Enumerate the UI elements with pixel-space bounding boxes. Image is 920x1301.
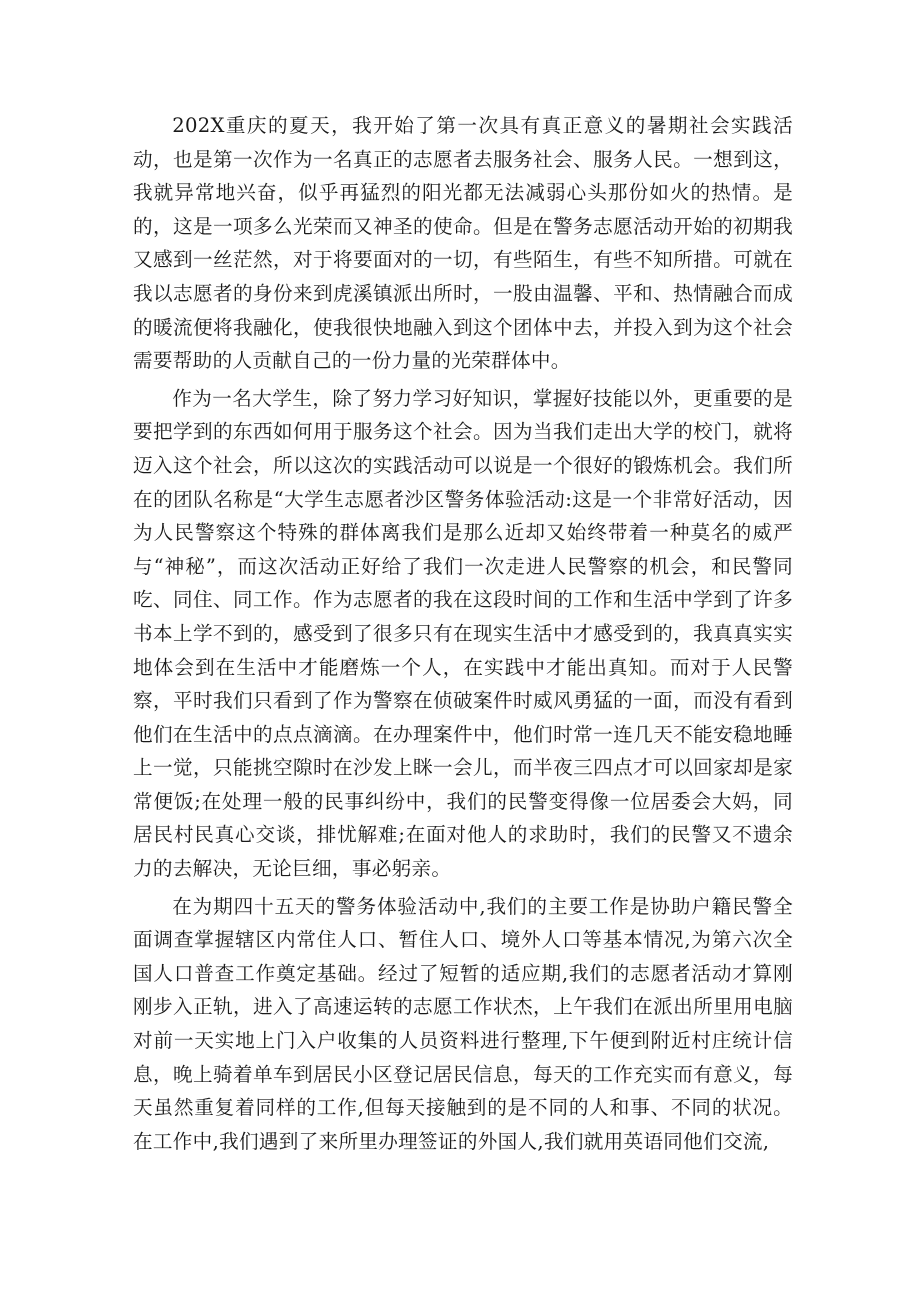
document-body [133, 109, 793, 1162]
paragraph-3: 在为期四十五天的警务体验活动中,我们的主要工作是协助户籍民警全面调查掌握辖区内常住人口、暂住人口、境外人口等基本情况,为第六次全国人口普查工作奠定基础。经过了短暂的适应期,我们的志愿者活动才算刚刚步入正轨，进入了高速运转的志愿工作状杰，上午我们在派出所里用电脑对前一天实地上门入户收集的人员资料进行整理,下午便到附近村庄统计信息，晚上骑着单车到居民小区登记居民信息，每天的工作充实而有意义，每天虽然重复着同样的工作,但每天接触到的是不同的人和事、不同的状况。在工作中,我们遇到了来所里办理签证的外国人,我们就用英语同他们交流, [133, 894, 793, 1153]
paragraph-1: 202X重庆的夏天，我开始了第一次具有真正意义的暑期社会实践活动，也是第一次作为一名真正的志愿者去服务社会、服务人民。一想到这，我就异常地兴奋，似乎再猛烈的阳光都无法减弱心头那份如火的热情。是的，这是一项多么光荣而又神圣的使命。但是在警务志愿活动开始的初期我又感到一丝茫然，对于将要面对的一切，有些陌生，有些不知所措。可就在我以志愿者的身份来到虎溪镇派出所时，一股由温馨、平和、热情融合而成的暖流便将我融化，使我很快地融入到这个团体中去，并投入到为这个社会需要帮助的人贡献自己的一份力量的光荣群体中。 [133, 114, 793, 373]
paragraph-2: 作为一名大学生，除了努力学习好知识，掌握好技能以外，更重要的是要把学到的东西如何用于服务这个社会。因为当我们走出大学的校门，就将迈入这个社会，所以这次的实践活动可以说是一个很好的锻炼机会。我们所在的团队名称是“大学生志愿者沙区警务体验活动:这是一个非常好活动，因为人民警察这个特殊的群体离我们是那么近却又始终带着一种莫名的威严与“神秘”，而这次活动正好给了我们一次走进人民警察的机会，和民警同吃、同住、同工作。作为志愿者的我在这段时间的工作和生活中学到了许多书本上学不到的，感受到了很多只有在现实生活中才感受到的，我真真实实地体会到在生活中才能磨炼一个人，在实践中才能出真知。而对于人民警察，平时我们只看到了作为警察在侦破案件时威风勇猛的一面，而没有看到他们在生活中的点点滴滴。在办理案件中，他们时常一连几天不能安稳地睡上一觉，只能挑空隙时在沙发上眯一会儿，而半夜三四点才可以回家却是家常便饭;在处理一般的民事纠纷中，我们的民警变得像一位居委会大妈，同居民村民真心交谈，排忧解难;在面对他人的求助时，我们的民警又不遗余力的去解决，无论巨细，事必躬亲。 [133, 386, 793, 881]
